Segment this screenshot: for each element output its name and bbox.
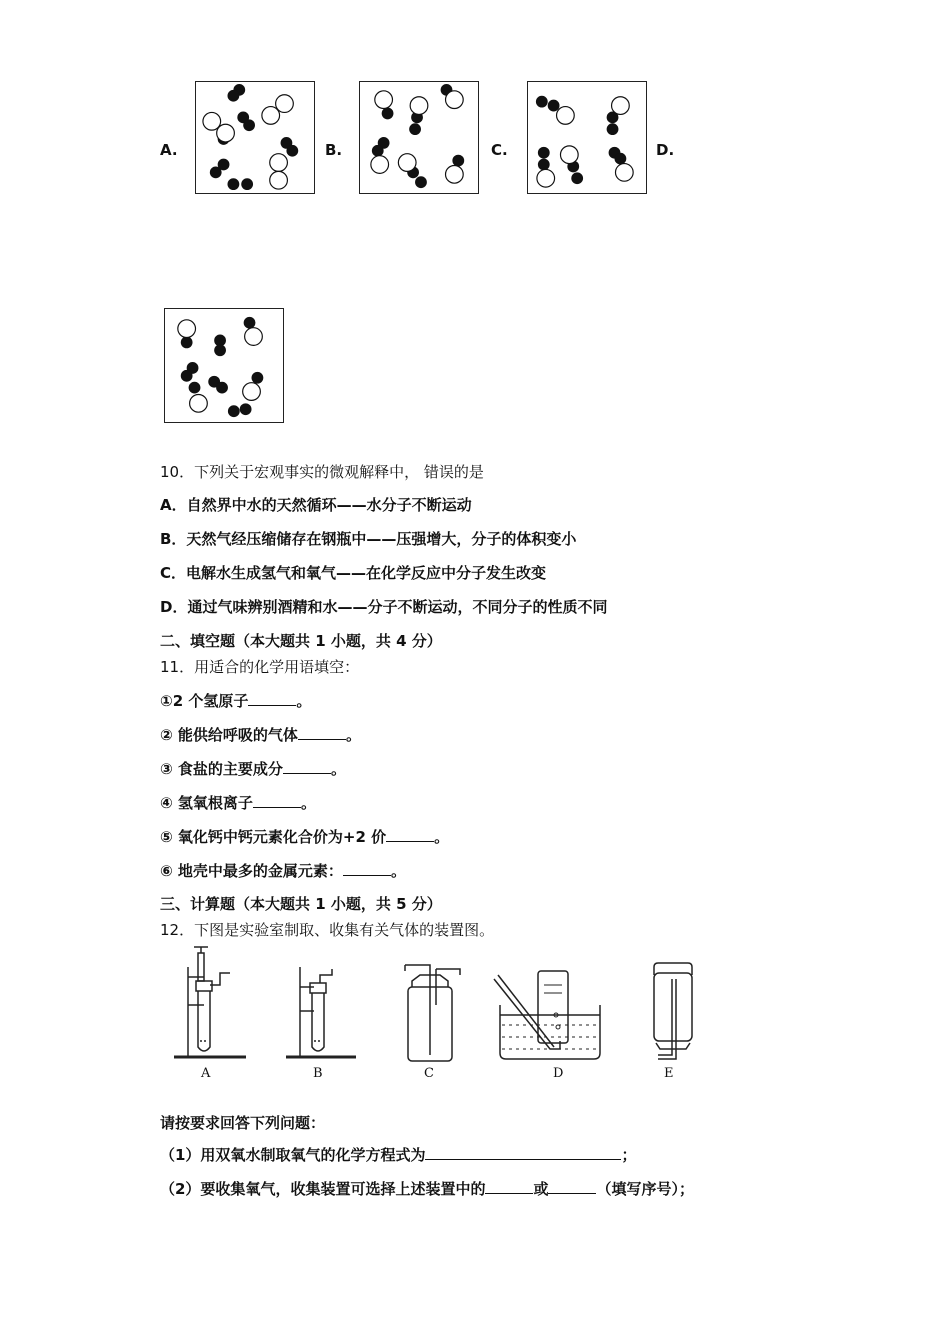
q12-part-1-text: （1）用双氧水制取氧气的化学方程式为 — [160, 1146, 426, 1164]
q12-part-2-or: 或 — [533, 1180, 549, 1198]
molecule-diagram-d — [164, 308, 284, 423]
q10-stem: 10．下列关于宏观事实的微观解释中， 错误的是 — [160, 463, 484, 481]
section-2-title: 二、填空题（本大题共 1 小题，共 4 分） — [160, 632, 442, 650]
apparatus-a — [174, 947, 246, 1057]
option-a-label: A. — [160, 141, 178, 159]
option-d-label: D. — [656, 141, 675, 159]
q10-option-c: C．电解水生成氢气和氧气——在化学反应中分子发生改变 — [160, 564, 547, 582]
q12-prompt: 请按要求回答下列问题： — [160, 1114, 326, 1132]
q11-item-text: ③ 食盐的主要成分 — [160, 760, 283, 778]
q11-item-text: ② 能供给呼吸的气体 — [160, 726, 298, 744]
q11-item-end: 。 — [296, 692, 312, 710]
answer-blank[interactable] — [343, 861, 391, 876]
q11-item-1 — [160, 690, 311, 711]
q11-item-5 — [160, 826, 449, 847]
q11-item-end: 。 — [300, 794, 316, 812]
apparatus-label-e: E — [664, 1066, 674, 1081]
q11-item-end: 。 — [345, 726, 361, 744]
q11-item-end: 。 — [434, 828, 450, 846]
apparatus-b — [286, 967, 356, 1057]
q11-stem: 11．用适合的化学用语填空： — [160, 658, 360, 676]
q11-item-4 — [160, 792, 316, 813]
q11-item-text: ④ 氢氧根离子 — [160, 794, 253, 812]
q12-part-2-text: （2）要收集氧气，收集装置可选择上述装置中的 — [160, 1180, 486, 1198]
q12-part-2 — [160, 1178, 694, 1199]
answer-blank[interactable] — [283, 759, 331, 774]
answer-blank[interactable] — [548, 1179, 596, 1194]
q12-part-1 — [160, 1144, 636, 1165]
q11-item-end: 。 — [390, 862, 406, 880]
section-3-title: 三、计算题（本大题共 1 小题，共 5 分） — [160, 895, 442, 913]
apparatus-label-c: C — [424, 1066, 434, 1081]
apparatus-label-b: B — [313, 1066, 323, 1081]
q11-item-6 — [160, 860, 406, 881]
option-c-label: C. — [491, 141, 508, 159]
answer-blank[interactable] — [248, 691, 296, 706]
answer-blank[interactable] — [298, 725, 346, 740]
apparatus-label-d: D — [553, 1066, 564, 1081]
apparatus-e — [654, 963, 692, 1059]
q11-item-text: ⑥ 地壳中最多的金属元素： — [160, 862, 343, 880]
molecule-diagram-b — [359, 81, 479, 194]
answer-blank[interactable] — [386, 827, 434, 842]
lab-apparatus-diagram — [160, 945, 720, 1070]
molecule-diagram-a — [195, 81, 315, 194]
q12-part-1-end: ； — [621, 1146, 637, 1164]
q11-item-end: 。 — [330, 760, 346, 778]
answer-blank[interactable] — [253, 793, 301, 808]
apparatus-d — [494, 971, 600, 1059]
q11-item-text: ⑤ 氧化钙中钙元素化合价为+2 价 — [160, 828, 387, 846]
q12-part-2-end: （填写序号）； — [596, 1180, 694, 1198]
option-b-label: B. — [325, 141, 343, 159]
q11-item-2 — [160, 724, 361, 745]
apparatus-c — [405, 965, 460, 1061]
molecule-diagram-c — [527, 81, 647, 194]
q10-option-a: A．自然界中水的天然循环——水分子不断运动 — [160, 496, 472, 514]
q11-item-text: ①2 个氢原子 — [160, 692, 249, 710]
q10-option-d: D．通过气味辨别酒精和水——分子不断运动，不同分子的性质不同 — [160, 598, 608, 616]
q11-item-3 — [160, 758, 346, 779]
apparatus-label-a: A — [201, 1066, 211, 1081]
q10-option-b: B．天然气经压缩储存在钢瓶中——压强增大，分子的体积变小 — [160, 530, 577, 548]
answer-blank[interactable] — [425, 1145, 621, 1160]
answer-blank[interactable] — [485, 1179, 533, 1194]
q12-stem: 12．下图是实验室制取、收集有关气体的装置图。 — [160, 921, 495, 939]
